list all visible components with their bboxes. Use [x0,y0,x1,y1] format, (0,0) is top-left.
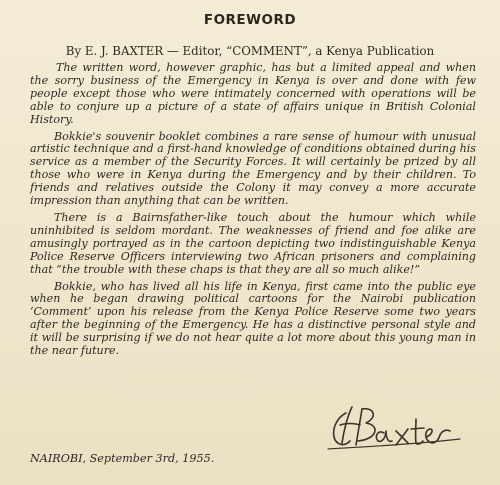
byline: By E. J. BAXTER — Editor, “COMMENT”, a Kenya Publication [65,44,435,58]
paragraph-4: Bokkie, who has lived all his life in Kenya, first came into the public eye when he began drawing political cartoons for the Nairobi publication ‘Comment’ upon his release from the Kenya Police Reserve some two years after the beginning of the Emergency. He has a distinctive personal style and it will be surprising if we do not hear quite a lot more about this young man in the near future. [30,279,476,358]
paragraph-3: There is a Bairnsfather-like touch about the humour which while uninhibited is seldom mordant. The weaknesses of friend and foe alike are amusingly portrayed as in the cartoon depicting two indistinguishable Kenya Police Reserve Officers interviewing two African prisoners and complaining that “the trouble with these chaps is that they are all so much alike!” [30,210,476,276]
page-title: FOREWORD [203,12,297,28]
paragraph-1: The written word, however graphic, has but a limited appeal and when the sorry business of the Emergency in Kenya is over and done with few people except those who were intimately concerned with operations will be able to conjure up a picture of a state of affairs unique in British Colonial History. [30,61,476,126]
signature-image [318,395,468,457]
paragraph-2: Bokkie's souvenir booklet combines a rare sense of humour with unusual artistic technique and a first-hand knowledge of conditions obtained during his service as a member of the Security Forces. It will certainly be prized by all those who were in Kenya during the Emergency and by their children. To friends and relatives outside the Colony it may convey a more accurate impression than anything that can be written. [30,129,476,208]
place-and-date: NAIROBI, September 3rd, 1955. [30,452,215,465]
foreword-body [30,62,476,362]
